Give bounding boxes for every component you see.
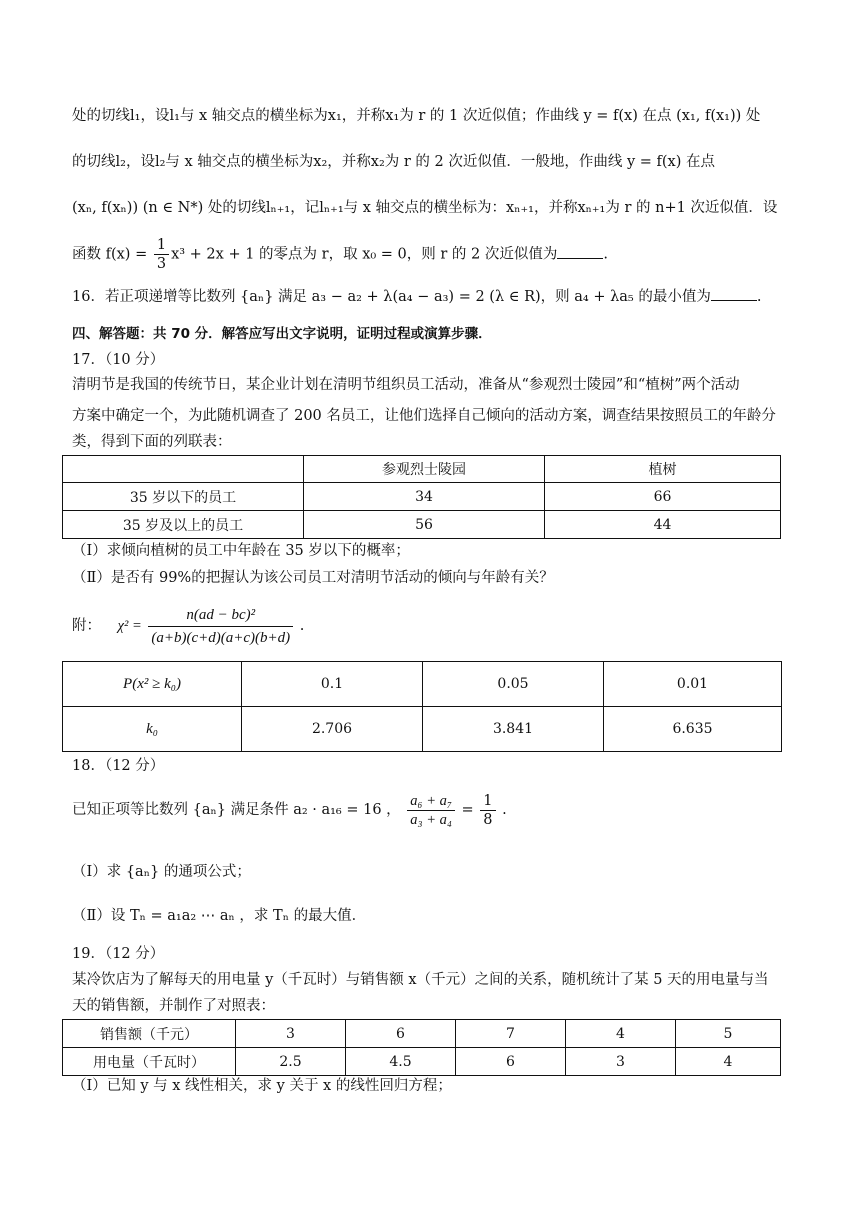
table-cell: 4.5 [346,1048,456,1076]
table-header-cell: 植树 [545,456,781,483]
table-header-cell: 参观烈士陵园 [304,456,545,483]
q18-rhs-num: 1 [480,792,495,811]
chi-square-fraction [148,604,293,649]
table-row [63,511,781,539]
table-row [63,707,782,752]
table-cell: 6 [456,1048,566,1076]
q15-line-4-post: x³ + 2x + 1 的零点为 r，取 x₀ = 0，则 r 的 2 次近似值为 [171,246,558,263]
q17-paragraph-3: 类，得到下面的列联表： [72,434,232,450]
table-cell: 4 [566,1020,676,1048]
q18-fraction [407,792,455,829]
table-cell: 2.5 [236,1048,346,1076]
table-header-cell [63,456,304,483]
chi-square-denominator: (a+b)(c+d)(a+c)(b+d) [151,629,291,646]
table-cell: 0.01 [604,662,782,707]
q15-line-3: (xₙ, f(xₙ)) (n ∈ N*) 处的切线lₙ₊₁，记lₙ₊₁与 x 轴交点的横坐标为：xₙ₊₁，并称xₙ₊₁为 r 的 n+1 次近似值．设 [72,200,778,216]
q18-part-2: （Ⅱ）设 Tₙ = a₁a₂ ⋯ aₙ ，求 Tₙ 的最大值． [72,908,367,924]
q18-condition [72,790,798,830]
q18-heading: 18．（12 分） [72,758,165,774]
table-cell: 6.635 [604,707,782,752]
chi-square-end: . [299,618,305,634]
table-cell: 3 [566,1048,676,1076]
table-cell: 3 [236,1020,346,1048]
q16-text [72,286,798,307]
q17-reference-table [62,661,782,752]
table-cell: 6 [346,1020,456,1048]
q18-fraction-den: a₃ + a₄ [410,811,452,828]
table-cell: 3.841 [423,707,604,752]
q17-paragraph-1: 清明节是我国的传统节日，某企业计划在清明节组织员工活动，准备从“参观烈士陵园”和“植树”两个活动 [72,377,740,393]
q15-line-4-pre: 函数 f(x) = [72,246,152,263]
table-cell: 5 [676,1020,781,1048]
table-header-row [63,456,781,483]
table-row [63,483,781,511]
appendix-label: 附： [72,618,101,634]
q17-heading: 17．（10 分） [72,352,165,368]
q15-line-4 [72,236,798,273]
table-cell: 66 [545,483,781,511]
table-row [63,1048,781,1076]
q17-chi-square-formula [72,603,798,653]
table-cell: 35 岁以下的员工 [63,483,304,511]
table-row-label: P(x² ≥ k₀) [63,662,242,707]
q15-line-1: 处的切线l₁，设l₁与 x 轴交点的横坐标为x₁，并称x₁为 r 的 1 次近似值；作曲线 y = f(x) 在点 (x₁, f(x₁)) 处 [72,108,761,124]
q19-paragraph-1: 某冷饮店为了解每天的用电量 y（千瓦时）与销售额 x（千元）之间的关系，随机统计了某 5 天的用电量与当 [72,972,769,988]
section-4-heading: 四、解答题：共 70 分．解答应写出文字说明，证明过程或演算步骤． [72,326,492,342]
q19-paragraph-2: 天的销售额，并制作了对照表： [72,998,275,1014]
table-row-label: k₀ [63,707,242,752]
q17-part-1: （Ⅰ）求倾向植树的员工中年龄在 35 岁以下的概率； [72,543,410,559]
q15-fraction-num: 1 [154,236,169,255]
table-row-label: 用电量（千瓦时） [63,1048,236,1076]
chi-square-numerator: n(ad − bc)² [148,604,293,627]
q17-contingency-table [62,455,781,539]
q17-part-2: （Ⅱ）是否有 99%的把握认为该公司员工对清明节活动的倾向与年龄有关？ [72,570,554,586]
q18-rhs-fraction [480,792,495,829]
table-cell: 7 [456,1020,566,1048]
table-cell: 34 [304,483,545,511]
q17-paragraph-2: 方案中确定一个，为此随机调查了 200 名员工，让他们选择自己倾向的活动方案，调查结果按照员工的年龄分 [72,408,776,424]
table-row [63,662,782,707]
q19-data-table [62,1019,781,1076]
q18-part-1: （Ⅰ）求 {aₙ} 的通项公式； [72,864,251,880]
table-cell: 2.706 [242,707,423,752]
chi-square-lhs: χ² = [117,618,142,634]
q15-fraction [154,236,169,273]
q16-answer-blank [711,286,757,301]
q15-answer-blank [557,244,603,259]
q15-fraction-den: 3 [156,256,167,272]
q18-end: . [502,802,507,818]
q18-fraction-num: a₆ + a₇ [407,792,455,811]
table-cell: 4 [676,1048,781,1076]
table-cell: 44 [545,511,781,539]
q18-condition-text: 已知正项等比数列 {aₙ} 满足条件 a₂ · a₁₆ = 16 ， [72,802,401,818]
q18-equals: = [461,802,474,818]
table-cell: 35 岁及以上的员工 [63,511,304,539]
table-row-label: 销售额（千元） [63,1020,236,1048]
q19-heading: 19．（12 分） [72,946,165,962]
q15-line-2: 的切线l₂，设l₂与 x 轴交点的横坐标为x₂，并称x₂为 r 的 2 次近似值．一般地，作曲线 y = f(x) 在点 [72,154,716,170]
q18-rhs-den: 8 [483,811,493,828]
q16-body: 16．若正项递增等比数列 {aₙ} 满足 a₃ − a₂ + λ(a₄ − a₃) = 2 (λ ∈ R)，则 a₄ + λa₅ 的最小值为 [72,289,711,305]
q16-end: . [756,289,762,305]
table-cell: 56 [304,511,545,539]
table-cell: 0.1 [242,662,423,707]
table-cell: 0.05 [423,662,604,707]
table-row [63,1020,781,1048]
q19-part-1: （Ⅰ）已知 y 与 x 线性相关，求 y 关于 x 的线性回归方程； [72,1078,452,1094]
q15-line-4-end: . [603,246,608,263]
